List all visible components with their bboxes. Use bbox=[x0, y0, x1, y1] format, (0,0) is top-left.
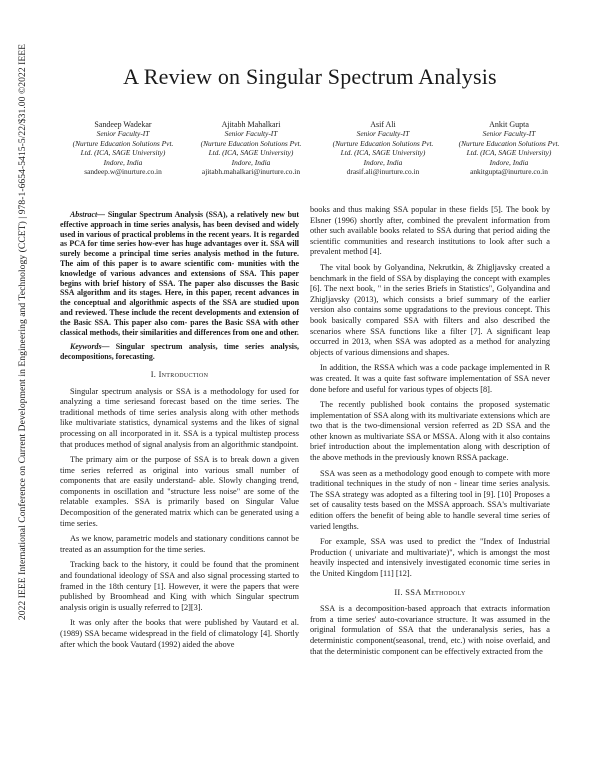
conference-side-note: 2022 IEEE International Conference on Current Development in Engineering and Technology (CCET) | 978-1-6654-5415-5/22/$31.00 ©2022 IEEE bbox=[17, 43, 28, 621]
body-paragraph: books and thus making SSA popular in these fields [5]. The book by Elsner (1996) shortly after, combined the prevalent information from other such available books related to SSA during that period aiding the scientific communities and research institutions to look after such a prevalent method [4]. bbox=[310, 205, 550, 257]
section-title: Introduction bbox=[158, 369, 209, 379]
author-role: Senior Faculty-IT bbox=[96, 129, 150, 139]
left-column bbox=[60, 210, 299, 655]
author-email[interactable]: ajitabh.mahalkari@inurture.co.in bbox=[201, 167, 301, 177]
section-heading-methodology bbox=[310, 588, 550, 599]
author-name: Ajitabh Mahalkari bbox=[221, 120, 281, 129]
author-email[interactable]: sandeep.w@inurture.co.in bbox=[84, 167, 162, 177]
section-heading-introduction bbox=[60, 370, 299, 381]
body-paragraph: As we know, parametric models and stationary conditions cannot be treated as an assumption for the time series. bbox=[60, 534, 299, 554]
author-org: Ltd. (ICA, SAGE University) bbox=[340, 148, 426, 158]
author-org: (Nurture Education Solutions Pvt. bbox=[458, 138, 560, 148]
abstract-text: Singular Spectrum Analysis (SSA), a relatively new but effective approach in time series analysis, has been devised and widely used in various of practical problems in the recent years. It is regarded as PCA for time series how-ever has huge advantages over it. SSA will surely become a principal time series analysis method in the future. The aim of this paper is to aware scientific com- munities with the knowledge of various advances and extensions of SSA. This paper begins with brief history of SSA. The paper also discusses the Basic SSA algorithm and its stages. Here, in this paper, recent advances in the conceptual and algorithmic aspects of the SSA are studied upon and reviewed. These include the recent developments and extension of the Basic SSA. This paper also com- pares the Basic SSA with other classical methods, their similarities and differences from one and other. bbox=[60, 210, 299, 337]
body-paragraph: Singular spectrum analysis or SSA is a methodology for used for analyzing a time seriesand forecast based on the time series. The traditional methods of time series analysis along with other methods like multivariate statistics, dynamical systems and the likes of signal processing on all incorporated in it. SSA is a typical multistep process that produces method of signal analysis from an algorithmic standpoint. bbox=[60, 386, 299, 449]
body-paragraph: Tracking back to the history, it could be found that the prominent and foundational ideology of SSA and also signal processing started to framed in the 18th century [1]. However, it were the papers that were published by Broomhead and King with which Singular spectrum analysis origin is usually referred to [2][3]. bbox=[60, 560, 299, 612]
section-title: SSA Methodoly bbox=[405, 587, 466, 597]
author-role: Senior Faculty-IT bbox=[224, 129, 278, 139]
author-org: Ltd. (ICA, SAGE University) bbox=[80, 148, 166, 158]
author-email[interactable]: ankitgupta@inurture.co.in bbox=[470, 167, 548, 177]
author-email[interactable]: drasif.ali@inurture.co.in bbox=[346, 167, 420, 177]
author-org: Ltd. (ICA, SAGE University) bbox=[466, 148, 552, 158]
body-paragraph: The vital book by Golyandina, Nekrutkin, & Zhigljavsky created a benchmark in the field of SSA by displaying the concept with examples [6]. The next book, " in the series Briefs in Statistics", Golyandina and Zhigljavsky (2013), which consists a brief summary of the earlier version also contains some upgradations to the previous concept. This book basically compared SSA with filters and also described the scenarios where SSA functions like a filter [7]. A significant leap occurred in 2013, when SSA was adopted as a method for analyzing objects of various dimensions and shapes. bbox=[310, 262, 550, 357]
author-name: Sandeep Wadekar bbox=[94, 120, 152, 129]
author-org: (Nurture Education Solutions Pvt. bbox=[72, 138, 174, 148]
body-paragraph: For example, SSA was used to predict the "Index of Industrial Production ( univariate and multivariate)", which is amongst the most heavily inspected and intensively investigated economic time series in the United Kingdom [11] [12]. bbox=[310, 537, 550, 578]
author-org: Ltd. (ICA, SAGE University) bbox=[208, 148, 294, 158]
author-card bbox=[176, 120, 326, 176]
body-paragraph: SSA was seen as a methodology good enough to compete with more traditional techniques in the study of non - linear time series analysis. The SSA strategy was adopted as a filtering tool in [9]. [10] Proposes a set of causality tests based on the MSSA approach. SSA's multivariate edition offers the benefit of being able to handle several time series of varied lengths. bbox=[310, 468, 550, 531]
body-paragraph: It was only after the books that were published by Vautard et al. (1989) SSA became widespread in the field of climatology [4]. Shortly after which the book Vautard (1992) aided the above bbox=[60, 618, 299, 649]
right-column bbox=[310, 205, 550, 662]
section-number: II. bbox=[394, 587, 406, 597]
author-role: Senior Faculty-IT bbox=[482, 129, 536, 139]
author-role: Senior Faculty-IT bbox=[356, 129, 410, 139]
paper-title: A Review on Singular Spectrum Analysis bbox=[123, 64, 497, 89]
body-paragraph: In addition, the RSSA which was a code package implemented in R was created. It was a quite fast software implementation of SSA never done before and useful for various types of objects [8]. bbox=[310, 363, 550, 394]
author-city: Indore, India bbox=[363, 157, 403, 167]
keywords bbox=[60, 342, 299, 362]
section-number: I. bbox=[150, 369, 159, 379]
author-block bbox=[48, 120, 584, 192]
abstract-lead: Abstract— bbox=[70, 210, 106, 219]
author-name: Ankit Gupta bbox=[489, 120, 529, 129]
author-city: Indore, India bbox=[103, 157, 143, 167]
author-name: Asif Ali bbox=[370, 120, 396, 129]
body-paragraph: SSA is a decomposition-based approach that extracts information from a time series' auto-covariance structure. It was assumed in the original formulation of SSA that the underanalysis series, has a deterministic component(seasonal, trend, etc.) with noise overlaid, and that the deterministic component can be effectively extracted from the bbox=[310, 604, 550, 656]
abstract bbox=[60, 210, 299, 337]
body-paragraph: The primary aim or the purpose of SSA is to break down a given time series referred as original into various small number of components that are easily understand- able. Slowly changing trend, components in oscillation and "structure less noise" are some of the relatable examples. SSA is primarily based on Singular Value Decomposition of the generated matrix which can be generated using a time series. bbox=[60, 455, 299, 528]
author-city: Indore, India bbox=[489, 157, 529, 167]
author-card bbox=[434, 120, 584, 176]
keywords-text: Singular spectrum analysis, time series analysis, decompositions, forecasting. bbox=[60, 342, 299, 362]
body-paragraph: The recently published book contains the proposed systematic implementation of SSA along with its multivariate extensions which are two that is the two-dimensional version referred as 2D SSA and the other known as multivariate SSA or MSSA. Along with it also contains brief introduction about the implementation along with description of the above methods in the previously known RSSA package. bbox=[310, 400, 550, 463]
keywords-lead: Keywords— bbox=[70, 342, 110, 352]
author-org: (Nurture Education Solutions Pvt. bbox=[200, 138, 302, 148]
author-city: Indore, India bbox=[231, 157, 271, 167]
author-org: (Nurture Education Solutions Pvt. bbox=[332, 138, 434, 148]
